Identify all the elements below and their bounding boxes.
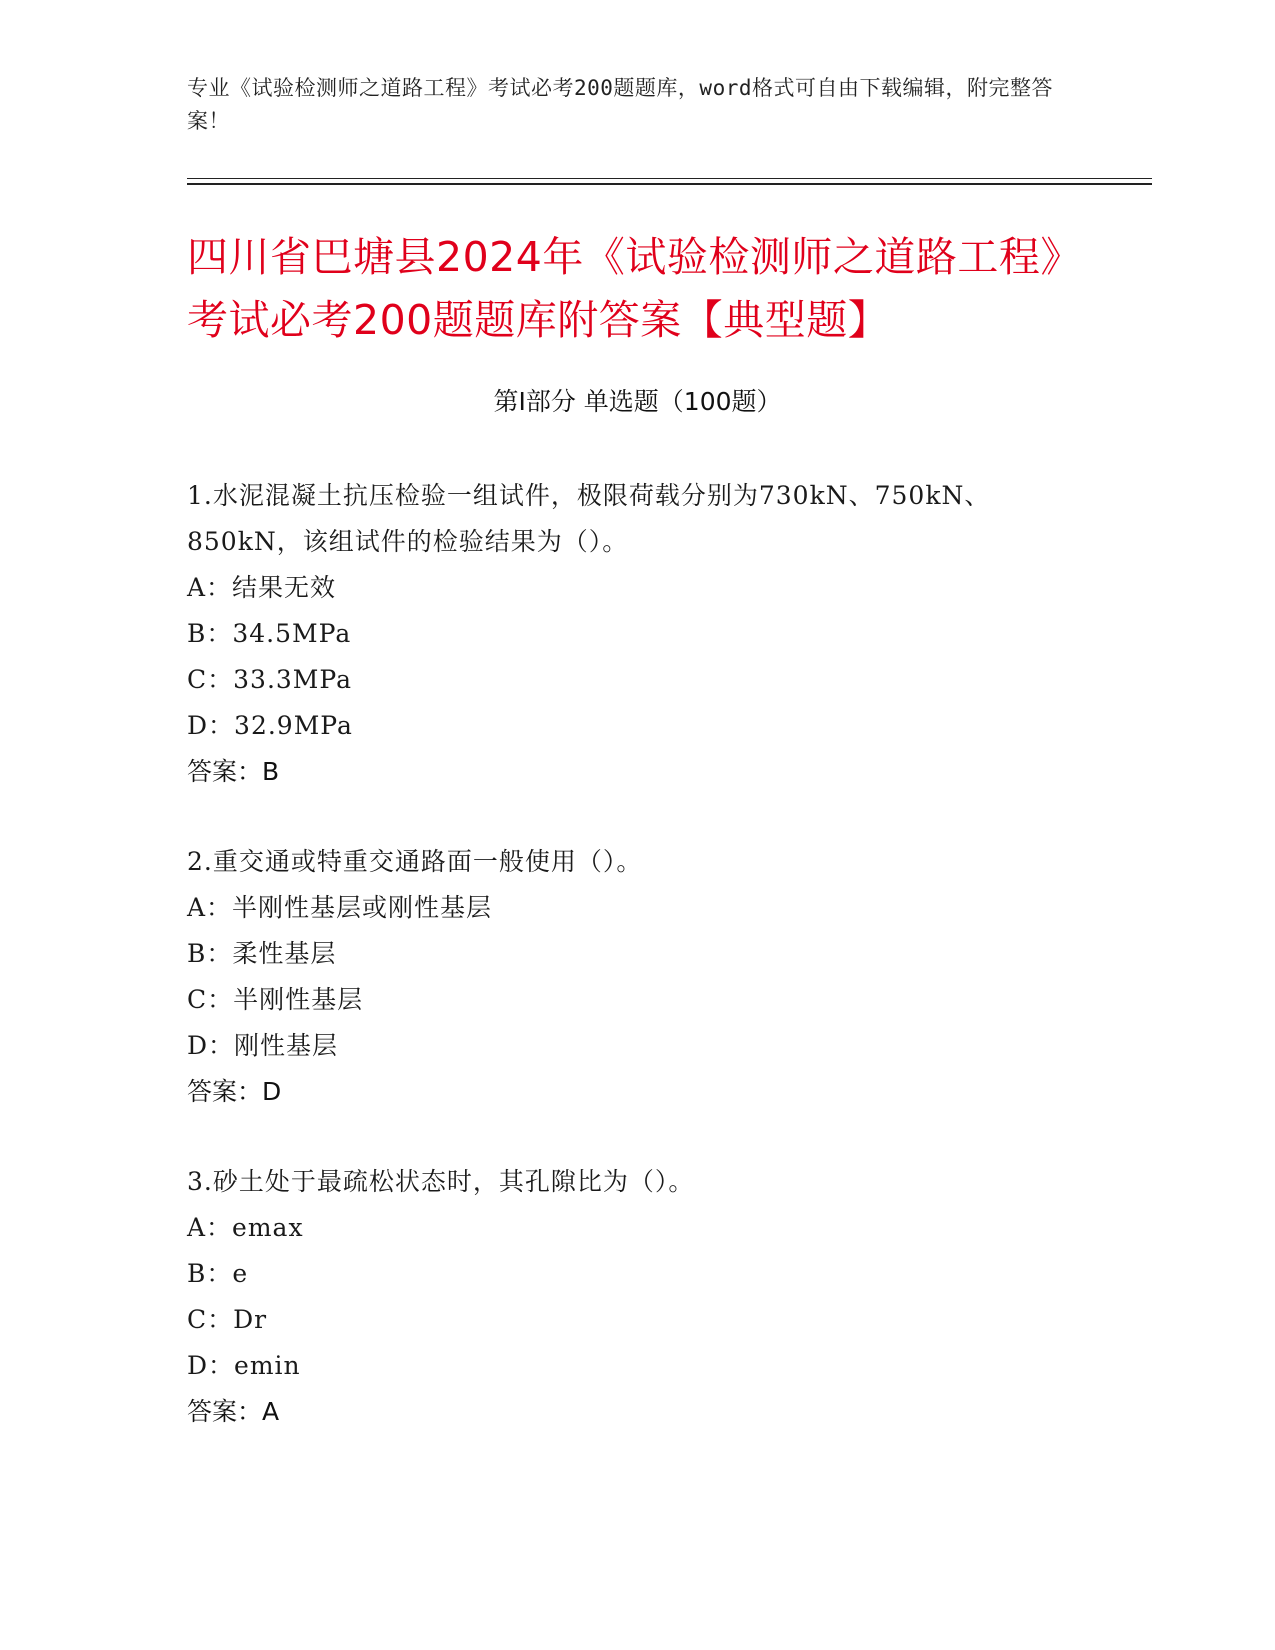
question-item [187, 839, 1087, 1115]
option-b: B：柔性基层 [187, 939, 337, 968]
option-b: B：34.5MPa [187, 619, 352, 648]
header-note: 专业《试验检测师之道路工程》考试必考200题题库，word格式可自由下载编辑，附完整答案！ [187, 76, 1053, 133]
question-stem: 2.重交通或特重交通路面一般使用（）。 [187, 847, 643, 876]
option-c: C：33.3MPa [187, 665, 352, 694]
section-heading: 第Ⅰ部分 单选题（100题） [493, 387, 782, 416]
option-c: C：Dr [187, 1305, 268, 1334]
option-a: A：结果无效 [187, 573, 337, 602]
question-stem: 1.水泥混凝土抗压检验一组试件，极限荷载分别为730kN、750kN、850kN，该组试件的检验结果为（）。 [187, 481, 991, 556]
option-d: D：刚性基层 [187, 1031, 339, 1060]
option-d: D：32.9MPa [187, 711, 353, 740]
header-divider-thick [187, 183, 1152, 185]
option-c: C：半刚性基层 [187, 985, 364, 1014]
header-divider-thin [187, 178, 1152, 179]
document-title: 四川省巴塘县2024年《试验检测师之道路工程》考试必考200题题库附答案【典型题】 [187, 233, 1082, 344]
option-a: A：emax [187, 1213, 304, 1242]
answer-line: 答案：B [187, 757, 280, 786]
question-item [187, 473, 1087, 795]
option-d: D：emin [187, 1351, 301, 1380]
question-item [187, 1159, 1087, 1435]
option-a: A：半刚性基层或刚性基层 [187, 893, 493, 922]
answer-line: 答案：D [187, 1077, 282, 1106]
answer-line: 答案：A [187, 1397, 280, 1426]
option-b: B：e [187, 1259, 249, 1288]
question-list [187, 473, 1087, 1479]
question-stem: 3.砂土处于最疏松状态时，其孔隙比为（）。 [187, 1167, 695, 1196]
